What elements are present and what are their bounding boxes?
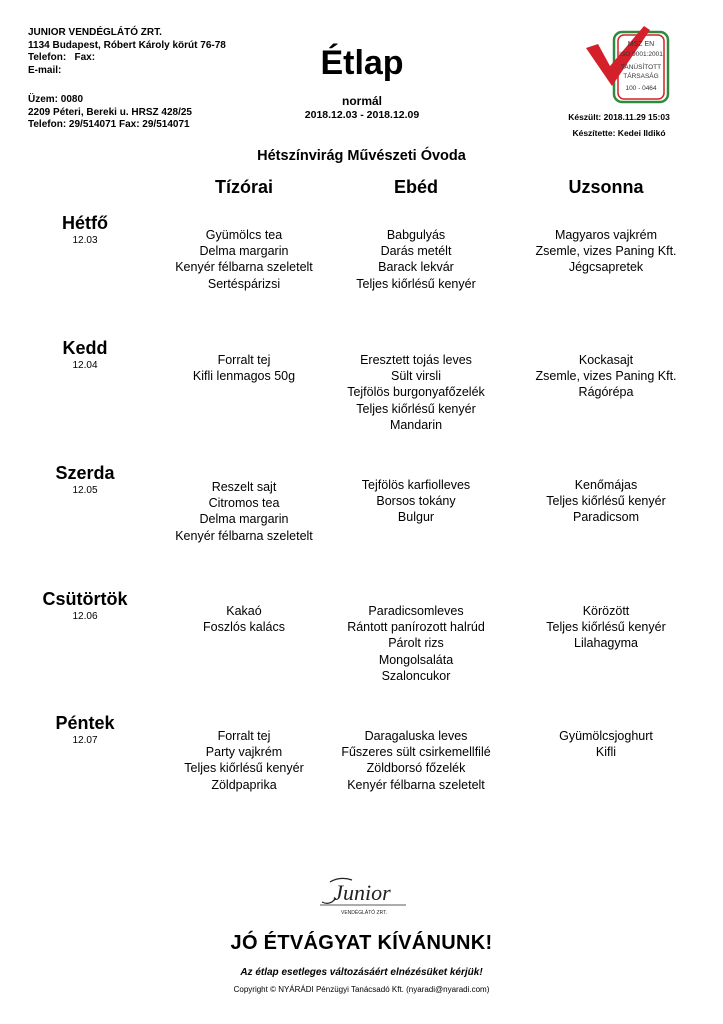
menu-cell-friday-ebed bbox=[306, 728, 526, 793]
menu-item: Bulgur bbox=[397, 510, 435, 525]
menu-item: Zöldpaprika bbox=[211, 777, 277, 792]
plant-info bbox=[28, 94, 192, 132]
menu-cell-thursday-ebed bbox=[306, 603, 526, 684]
company-address: 1134 Budapest, Róbert Károly körút 76-78 bbox=[28, 39, 226, 51]
menu-item: Teljes kiőrlésű kenyér bbox=[546, 494, 666, 509]
menu-cell-tuesday-ebed bbox=[306, 352, 526, 433]
svg-text:TANÚSÍTOTT: TANÚSÍTOTT bbox=[620, 64, 662, 71]
change-notice: Az étlap esetleges változásáért elnézésüket kérjük! bbox=[240, 967, 483, 978]
company-name: JUNIOR VENDÉGLÁTÓ ZRT. bbox=[28, 27, 162, 38]
menu-item: Párolt rizs bbox=[388, 636, 444, 651]
menu-item: Sertéspárizsi bbox=[207, 276, 281, 291]
menu-item: Mongolsaláta bbox=[378, 652, 454, 667]
certificate-icon bbox=[584, 24, 674, 106]
svg-text:ISO 9001:2001: ISO 9001:2001 bbox=[619, 51, 663, 58]
menu-item: Delma margarin bbox=[199, 512, 289, 527]
menu-item: Kenőmájas bbox=[574, 478, 638, 492]
junior-logo-icon bbox=[300, 874, 424, 920]
menu-item: Reszelt sajt bbox=[211, 480, 277, 494]
date-range: 2018.12.03 - 2018.12.09 bbox=[304, 109, 420, 121]
fax-label: Fax: bbox=[74, 52, 96, 63]
slogan: JÓ ÉTVÁGYAT KÍVÁNUNK! bbox=[230, 932, 493, 954]
created-timestamp: Készült: 2018.11.29 15:03 bbox=[568, 112, 670, 122]
menu-item: Körözött bbox=[582, 604, 630, 618]
menu-item: Paradicsomleves bbox=[368, 604, 464, 618]
column-header-uzsonna: Uzsonna bbox=[568, 177, 644, 197]
menu-item: Kenyér félbarna szeletelt bbox=[175, 260, 313, 275]
plant-address: 2209 Péteri, Bereki u. HRSZ 428/25 bbox=[28, 106, 192, 118]
svg-text:VENDÉGLÁTÓ ZRT.: VENDÉGLÁTÓ ZRT. bbox=[340, 910, 388, 916]
menu-item: Forralt tej bbox=[217, 353, 271, 367]
menu-item: Magyaros vajkrém bbox=[554, 228, 658, 242]
phone-label: Telefon: bbox=[28, 52, 67, 63]
menu-item: Tejfölös burgonyafőzelék bbox=[347, 385, 485, 400]
day-name: Kedd bbox=[62, 338, 108, 358]
day-date: 12.04 bbox=[72, 360, 98, 371]
menu-variant: normál bbox=[341, 94, 382, 108]
menu-item: Gyümölcs tea bbox=[205, 228, 283, 242]
day-label-friday bbox=[20, 712, 150, 748]
company-email: E-mail: bbox=[28, 64, 62, 76]
day-date: 12.03 bbox=[72, 235, 98, 246]
day-date: 12.07 bbox=[72, 735, 98, 746]
menu-item: Tejfölös karfiolleves bbox=[361, 478, 471, 492]
company-info bbox=[28, 27, 226, 77]
menu-cell-wednesday-ebed bbox=[306, 477, 526, 526]
menu-cell-monday-ebed bbox=[306, 227, 526, 292]
menu-item: Rántott panírozott halrúd bbox=[347, 620, 485, 635]
plant-contact: Telefon: 29/514071 Fax: 29/514071 bbox=[28, 119, 190, 130]
column-header-ebed: Ebéd bbox=[393, 177, 438, 197]
menu-item: Jégcsapretek bbox=[568, 260, 644, 275]
menu-item: Kakaó bbox=[226, 604, 262, 618]
menu-item: Daragaluska leves bbox=[364, 729, 468, 743]
menu-item: Paradicsom bbox=[573, 510, 639, 525]
menu-cell-tuesday-uzsonna bbox=[496, 352, 716, 401]
day-name: Péntek bbox=[55, 713, 115, 733]
menu-item: Kifli lenmagos 50g bbox=[192, 369, 296, 384]
menu-item: Delma margarin bbox=[199, 244, 289, 259]
day-date: 12.06 bbox=[72, 611, 98, 622]
menu-item: Babgulyás bbox=[386, 228, 446, 242]
menu-item: Eresztett tojás leves bbox=[360, 353, 472, 367]
menu-cell-thursday-uzsonna bbox=[496, 603, 716, 652]
menu-item: Forralt tej bbox=[217, 729, 271, 743]
company-phone-fax bbox=[28, 52, 226, 65]
menu-item: Fűszeres sült csirkemellfilé bbox=[341, 745, 491, 760]
copyright: Copyright © NYÁRÁDI Pénzügyi Tanácsadó Kft. (nyaradi@nyaradi.com) bbox=[233, 985, 490, 994]
svg-text:TÁRSASÁG: TÁRSASÁG bbox=[623, 73, 659, 80]
menu-item: Sült virsli bbox=[390, 369, 441, 384]
plant-id: Üzem: 0080 bbox=[28, 94, 84, 105]
svg-text:Junior: Junior bbox=[333, 880, 391, 905]
page-title: Étlap bbox=[320, 44, 404, 82]
menu-cell-monday-uzsonna bbox=[496, 227, 716, 276]
menu-item: Teljes kiőrlésű kenyér bbox=[546, 620, 666, 635]
day-label-monday bbox=[20, 212, 150, 248]
menu-item: Citromos tea bbox=[208, 496, 280, 511]
menu-item: Gyümölcsjoghurt bbox=[559, 729, 653, 743]
menu-item: Foszlós kalács bbox=[203, 620, 285, 635]
day-name: Csütörtök bbox=[42, 589, 128, 609]
svg-text:100 - 0464: 100 - 0464 bbox=[625, 85, 657, 92]
menu-item: Mandarin bbox=[389, 417, 443, 432]
menu-item: Rágórépa bbox=[578, 385, 634, 400]
menu-item: Darás metélt bbox=[380, 244, 452, 259]
day-name: Hétfő bbox=[62, 213, 108, 233]
menu-item: Kenyér félbarna szeletelt bbox=[175, 528, 313, 543]
day-date: 12.05 bbox=[72, 485, 98, 496]
menu-item: Zsemle, vizes Paning Kft. bbox=[535, 369, 677, 384]
svg-text:MSZ EN: MSZ EN bbox=[627, 41, 655, 48]
menu-item: Kifli bbox=[595, 745, 617, 760]
day-name: Szerda bbox=[55, 463, 115, 483]
menu-item: Teljes kiőrlésű kenyér bbox=[356, 276, 476, 291]
day-label-tuesday bbox=[20, 337, 150, 373]
menu-item: Borsos tokány bbox=[376, 494, 456, 509]
menu-item: Teljes kiőrlésű kenyér bbox=[184, 761, 304, 776]
day-label-thursday bbox=[20, 588, 150, 624]
menu-cell-wednesday-uzsonna bbox=[496, 477, 716, 526]
iso-certificate-badge bbox=[584, 24, 674, 106]
menu-item: Zsemle, vizes Paning Kft. bbox=[535, 244, 677, 259]
menu-item: Teljes kiőrlésű kenyér bbox=[356, 401, 476, 416]
menu-item: Party vajkrém bbox=[205, 745, 283, 760]
menu-item: Szaloncukor bbox=[381, 668, 451, 683]
menu-item: Kockasajt bbox=[578, 353, 634, 367]
menu-cell-friday-uzsonna bbox=[496, 728, 716, 760]
menu-item: Barack lekvár bbox=[378, 260, 454, 275]
menu-item: Zöldborsó főzelék bbox=[366, 761, 466, 776]
column-header-tizorai: Tízórai bbox=[214, 177, 273, 197]
menu-item: Kenyér félbarna szeletelt bbox=[347, 777, 485, 792]
menu-item: Lilahagyma bbox=[574, 636, 638, 651]
created-by: Készítette: Kedei Ildikó bbox=[572, 128, 666, 138]
institution-name: Hétszínvirág Művészeti Óvoda bbox=[257, 148, 466, 164]
junior-logo bbox=[300, 874, 424, 920]
day-label-wednesday bbox=[20, 462, 150, 498]
